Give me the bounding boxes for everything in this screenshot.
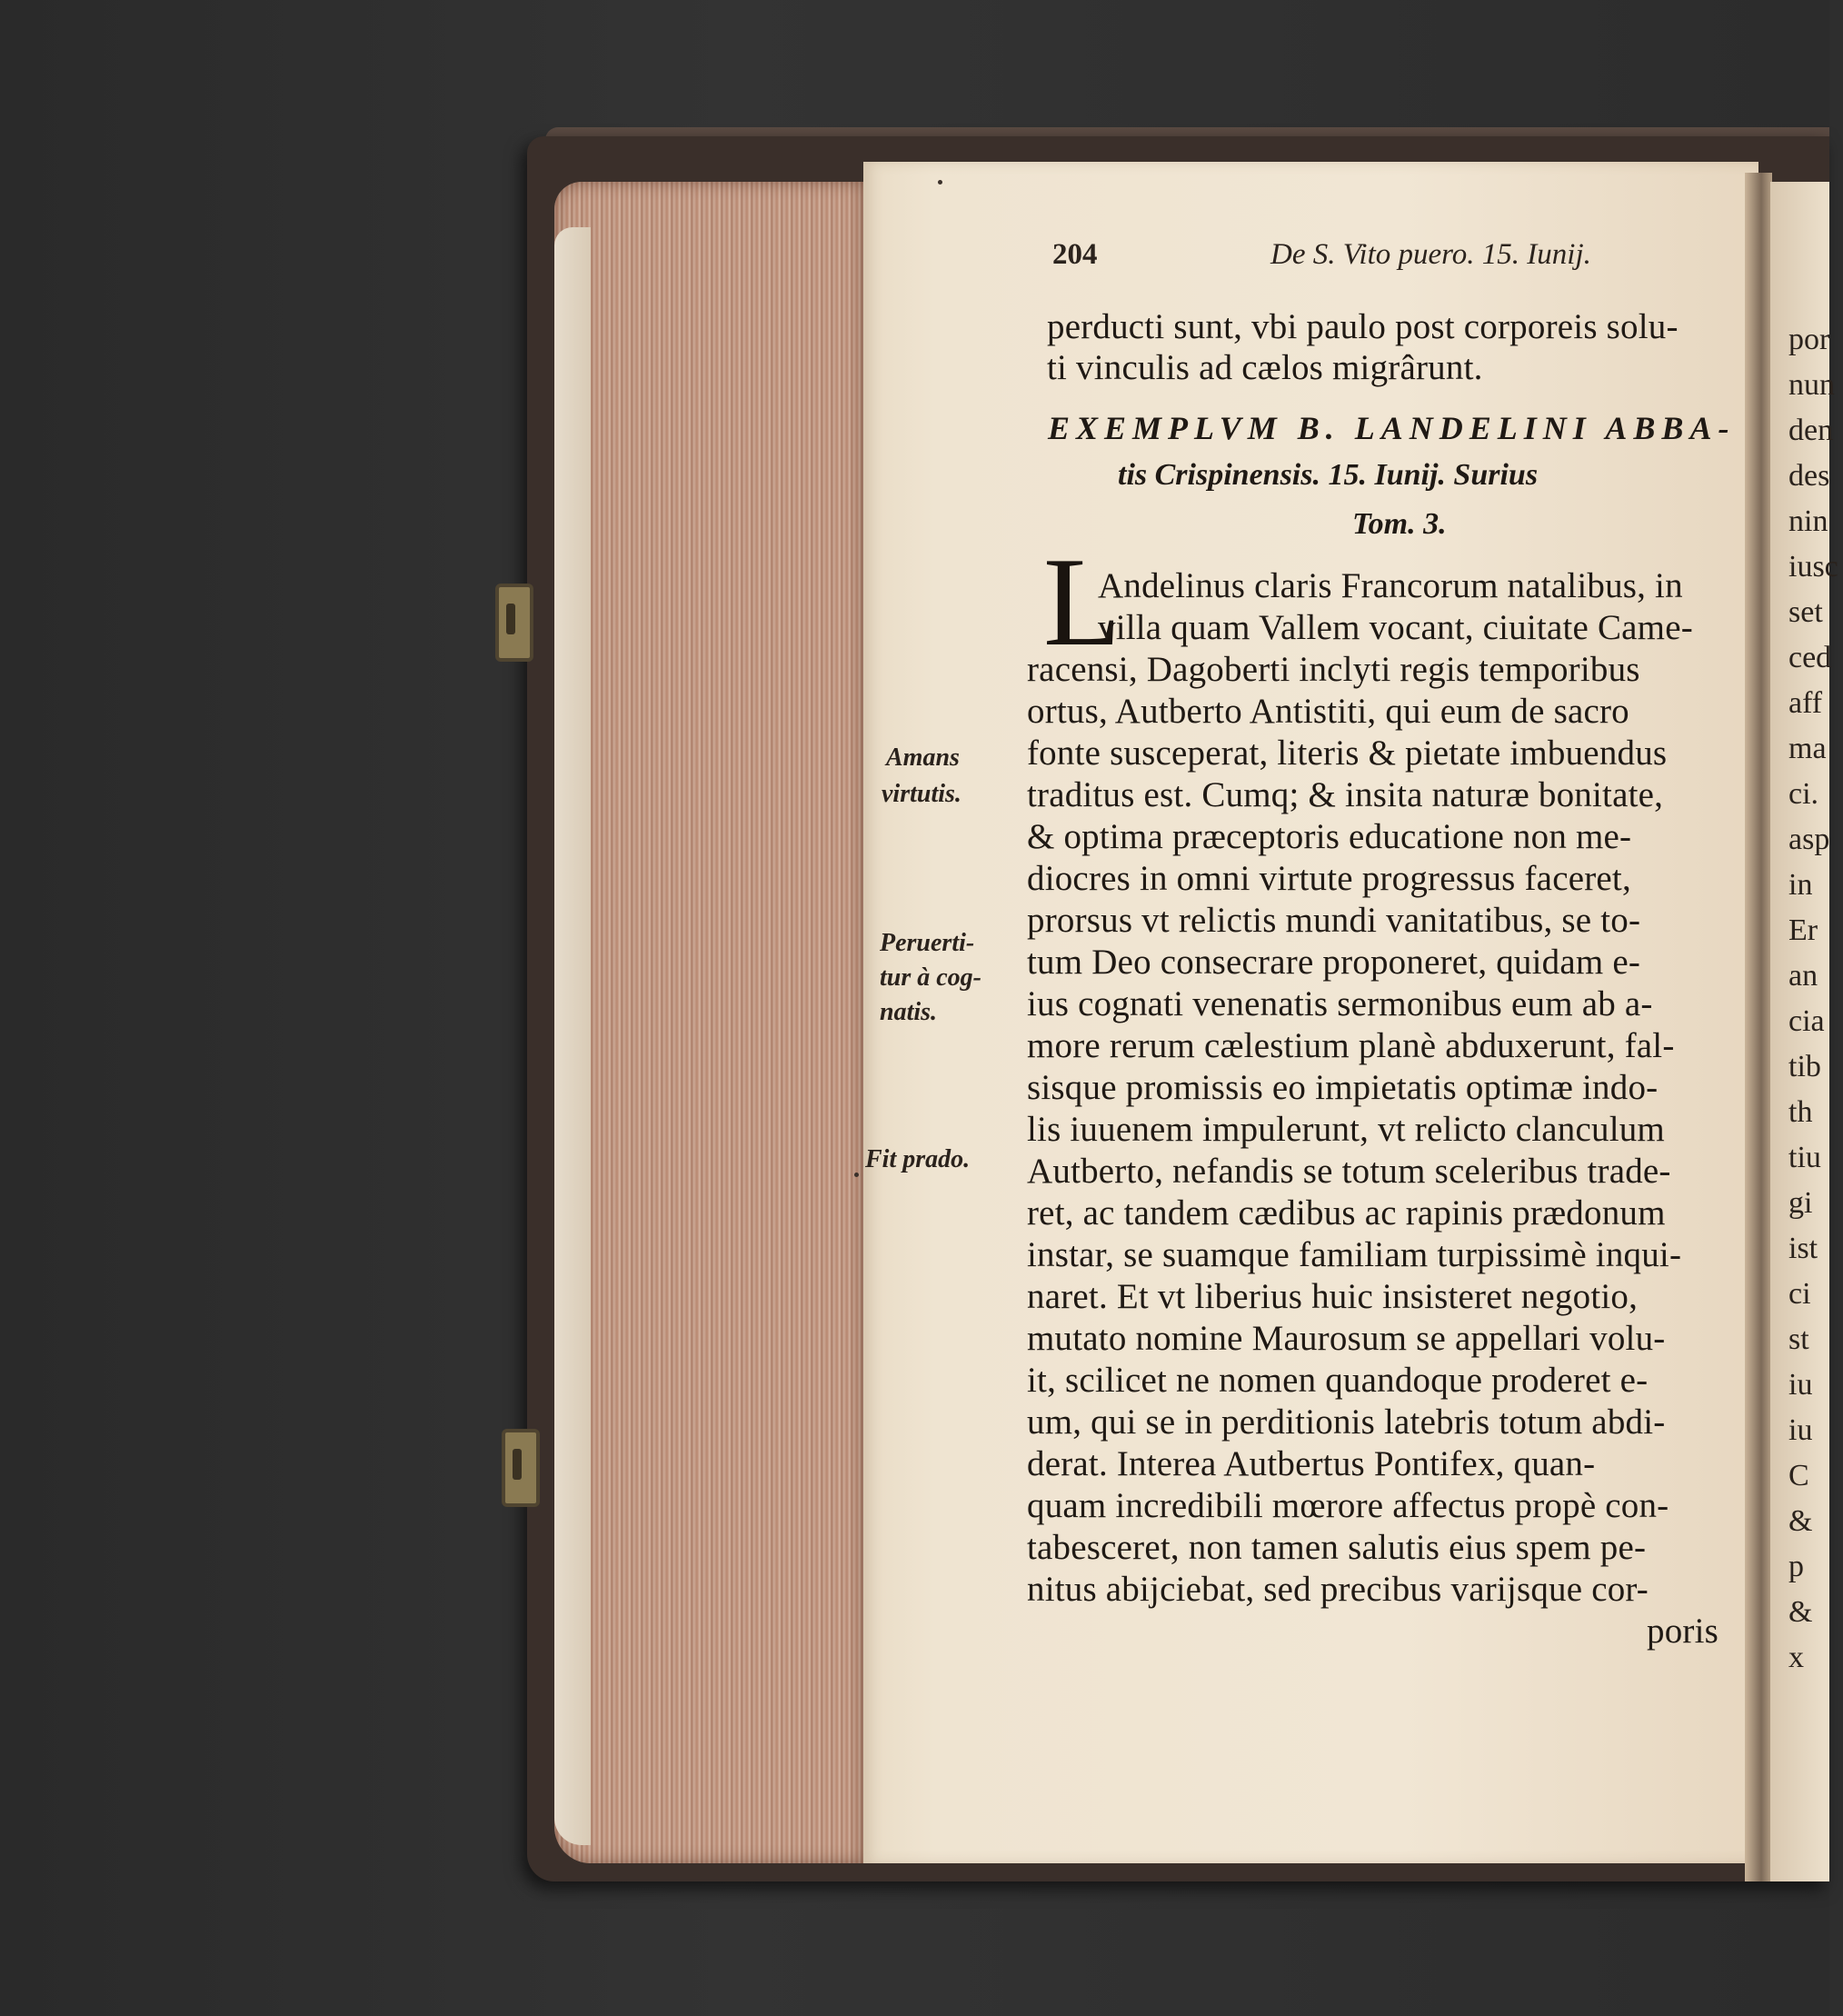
text-line: quam incredibili mœrore affectus propè con-: [1027, 1486, 1669, 1525]
text-line: ret, ac tandem cædibus ac rapinis prædonum: [1027, 1193, 1666, 1233]
next-page-line: nun: [1788, 368, 1835, 402]
text-line: mutato nomine Maurosum se appellari volu-: [1027, 1319, 1666, 1358]
ink-speck: [938, 180, 942, 185]
text-line: derat. Interea Autbertus Pontifex, quan-: [1027, 1444, 1596, 1483]
next-page-line: ma: [1788, 732, 1827, 765]
text-line: ius cognati venenatis sermonibus eum ab a-: [1027, 984, 1653, 1023]
next-page-line: iu: [1788, 1413, 1813, 1447]
page-number: 204: [1052, 238, 1098, 271]
clasp-top-icon: [495, 584, 533, 662]
text-line: nitus abijciebat, sed precibus varijsque cor-: [1027, 1570, 1649, 1609]
text-line: Autberto, nefandis se totum sceleribus trade-: [1027, 1152, 1671, 1191]
catchword: poris: [1647, 1612, 1718, 1651]
text-line: tum Deo consecrare proponeret, quidam e-: [1027, 943, 1641, 982]
text-line: it, scilicet ne nomen quandoque proderet e-: [1027, 1361, 1649, 1400]
next-page-line: p: [1788, 1550, 1804, 1583]
next-page-line: ci.: [1788, 777, 1819, 811]
text-line: lis iuuenem impulerunt, vt relicto clanculum: [1027, 1110, 1665, 1149]
margin-note: Amans: [886, 744, 960, 772]
text-line: fonte susceperat, literis & pietate imbuendus: [1027, 734, 1668, 773]
next-page-line: in: [1788, 868, 1813, 902]
next-page-line: iusc: [1788, 550, 1838, 584]
next-page-line: &: [1788, 1595, 1813, 1629]
text-line: racensi, Dagoberti inclyti regis temporibus: [1027, 650, 1640, 689]
text-line: sisque promissis eo impietatis optimæ indo-: [1027, 1068, 1659, 1107]
next-page-line: &: [1788, 1504, 1813, 1538]
text-line: diocres in omni virtute progressus faceret,: [1027, 859, 1631, 898]
next-page-line: por: [1788, 323, 1830, 356]
text-line: um, qui se in perditionis latebris totum abdi-: [1027, 1402, 1666, 1442]
next-page-line: nin: [1788, 504, 1828, 538]
text-line: perducti sunt, vbi paulo post corporeis solu-: [1047, 307, 1679, 346]
next-page-line: Er: [1788, 913, 1818, 947]
drop-cap: L: [1043, 532, 1121, 673]
section-heading-line2: tis Crispinensis. 15. Iunij. Surius: [1118, 458, 1539, 492]
text-line: instar, se suamque familiam turpissimè inqui-: [1027, 1235, 1682, 1274]
page-edges: [554, 182, 863, 1863]
margin-note: Peruerti-: [880, 929, 975, 957]
next-page-line: iu: [1788, 1368, 1813, 1402]
next-page-line: den: [1788, 414, 1834, 447]
next-page-line: set: [1788, 595, 1823, 629]
next-page-line: ist: [1788, 1232, 1818, 1265]
next-page-line: th: [1788, 1095, 1813, 1129]
text-line: naret. Et vt liberius huic insisteret negotio,: [1027, 1277, 1639, 1316]
text-line: & optima præceptoris educatione non me-: [1027, 817, 1632, 856]
next-page-line: ced: [1788, 641, 1832, 674]
section-heading: EXEMPLVM B. LANDELINI ABBA-: [1048, 410, 1736, 446]
next-page-line: tib: [1788, 1050, 1821, 1083]
section-heading-line3: Tom. 3.: [1352, 507, 1447, 541]
next-page-line: C: [1788, 1459, 1809, 1492]
margin-note: Fit prado.: [865, 1145, 971, 1173]
margin-note: tur à cog-: [880, 963, 981, 992]
text-line: Andelinus claris Francorum natalibus, in: [1098, 566, 1683, 605]
next-page-line: st: [1788, 1322, 1809, 1356]
ink-speck: [854, 1173, 859, 1177]
margin-note: virtutis.: [882, 780, 961, 808]
running-head: [1052, 238, 1716, 284]
text-line: traditus est. Cumq; & insita naturæ bonitate,: [1027, 775, 1664, 814]
next-page-line: cia: [1788, 1004, 1825, 1038]
next-page-line: gi: [1788, 1186, 1813, 1220]
next-page-line: ci: [1788, 1277, 1811, 1311]
next-page-line: tiu: [1788, 1141, 1821, 1174]
next-page-line: aff: [1788, 686, 1823, 720]
text-line: villa quam Vallem vocant, ciuitate Came-: [1098, 608, 1693, 647]
gutter: [1745, 173, 1772, 1881]
margin-note: natis.: [880, 998, 938, 1026]
text-line: tabesceret, non tamen salutis eius spem pe-: [1027, 1528, 1647, 1567]
next-page-line: des: [1788, 459, 1830, 493]
clasp-bottom-icon: [502, 1429, 540, 1507]
text-line: more rerum cælestium planè abduxerunt, fal-: [1027, 1026, 1675, 1065]
next-page-fragment: [1770, 182, 1838, 1881]
text-line: prorsus vt relictis mundi vanitatibus, se to-: [1027, 901, 1641, 940]
running-title: De S. Vito puero. 15. Iunij.: [1270, 238, 1591, 271]
next-page-line: asp: [1788, 823, 1830, 856]
next-page-line: an: [1788, 959, 1818, 993]
next-page-line: x: [1788, 1641, 1804, 1674]
page-edge-strip: [554, 227, 591, 1845]
text-line: ortus, Autberto Antistiti, qui eum de sacro: [1027, 692, 1629, 731]
text-line: ti vinculis ad cælos migrârunt.: [1047, 348, 1483, 387]
